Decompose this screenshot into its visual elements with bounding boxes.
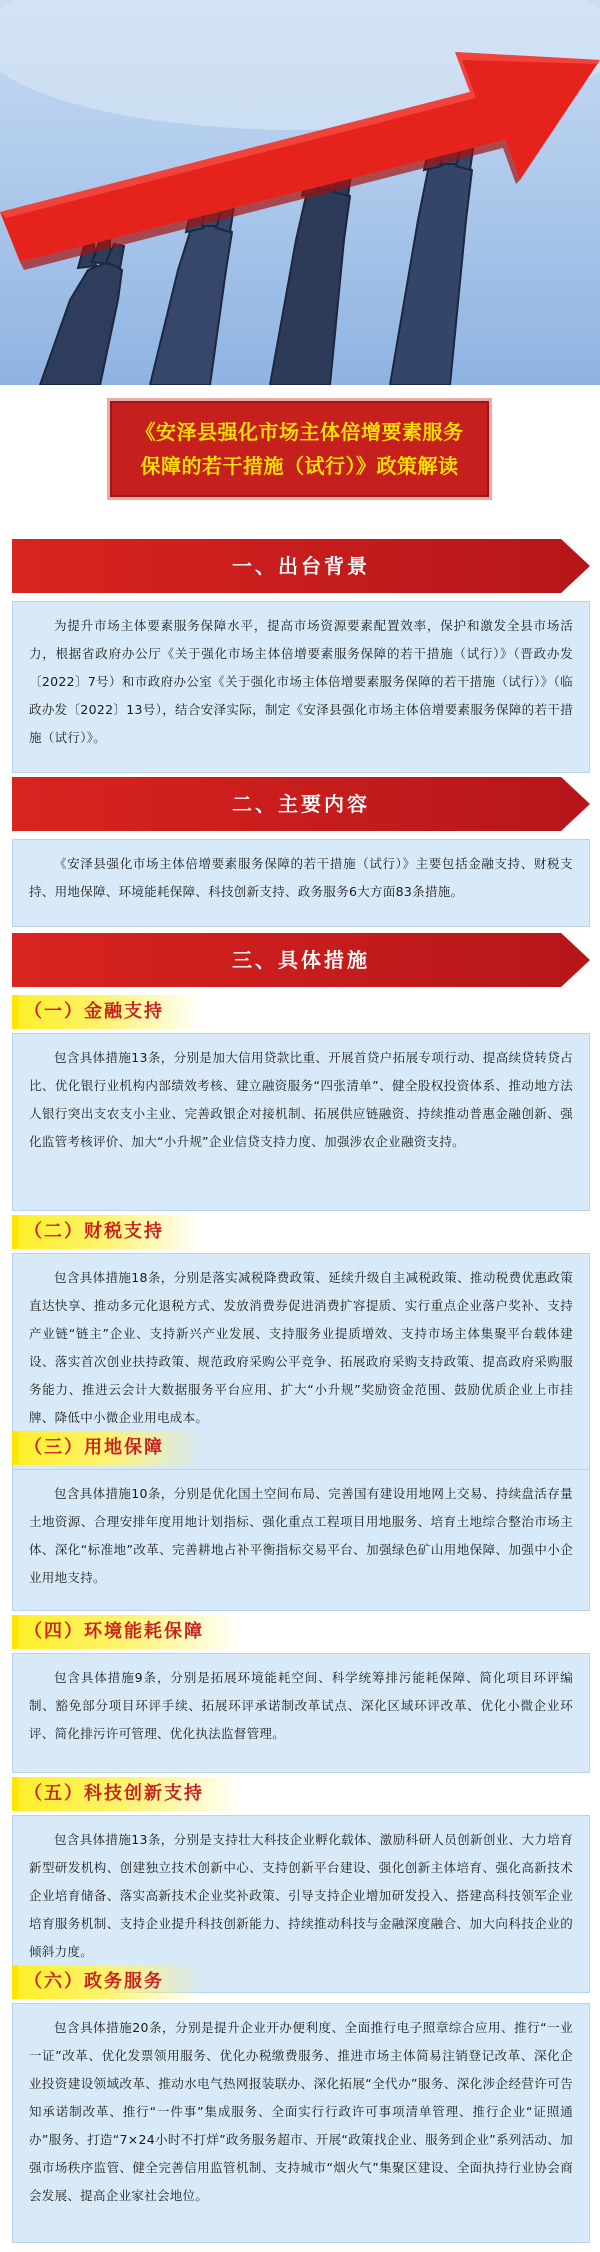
measure-paragraph: 包含具体措施20条，分别是提升企业开办便利度、全面推行电子照章综合应用、推行“一业一证”改革、优化发票领用服务、优化办税缴费服务、推进市场主体简易注销登记改革、深化企业投资建设领域改革、推动水电气热网报装联办、深化拓展“全代办”服务、深化涉企经营许可告知承诺制改革、推行“一件事”集成服务、全面实行行政许可事项清单管理、推行企业“证照通办”服务、打造“7×24小时不打烊”政务服务超市、开展“政策找企业、服务到企业”系列活动、加强市场秩序监管、健全完善信用监管机制、支持城市“烟火气”集聚区建设、全面执持行业协会商会发展、提高企业家社会地位。 [29, 2020, 573, 2203]
measure-paragraph: 包含具体措施9条，分别是拓展环境能耗空间、科学统筹排污能耗保障、简化项目环评编制、豁免部分项目环评手续、拓展环评承诺制改革试点、深化区域环评改革、优化小微企业环评、简化排污许可管理、优化执法监督管理。 [29, 1670, 573, 1741]
measure-panel-land [12, 1469, 590, 1611]
subheading-finance [12, 995, 202, 1029]
section-heading-background [12, 539, 590, 593]
title-line-2: 保障的若干措施（试行）》政策解读 [140, 454, 459, 478]
title-line-1: 《安泽县强化市场主体倍增要素服务 [135, 420, 464, 444]
measure-paragraph: 包含具体措施18条，分别是落实减税降费政策、延续升级自主减税政策、推动税费优惠政策直达快享、推动多元化退税方式、发放消费券促进消费扩容提质、实行重点企业落户奖补、支持产业链“链主”企业、支持新兴产业发展、支持服务业提质增效、支持市场主体集聚平台载体建设、落实首次创业扶持政策、规范政府采购公平竞争、拓展政府采购支持政策、提高政府采购服务能力、推进云会计大数据服务平台应用、扩大“小升规”奖励资金范围、鼓励优质企业上市挂牌、降低中小微企业用电成本。 [29, 1270, 573, 1425]
subheading-text: （一）金融支持 [24, 1001, 164, 1022]
header-banner [0, 0, 600, 385]
measure-paragraph: 包含具体措施10条，分别是优化国土空间布局、完善国有建设用地网上交易、持续盘活存量土地资源、合理安排年度用地计划指标、强化重点工程项目用地服务、培育土地综合整治市场主体、深化“标准地”改革、完善耕地占补平衡指标交易平台、加强绿色矿山用地保障、加强中小企业用地支持。 [29, 1486, 573, 1585]
subheading-tax [12, 1215, 202, 1249]
section-background-panel [12, 601, 590, 773]
subheading-government-service [12, 1965, 202, 1999]
measure-panel-government-service [12, 2003, 590, 2243]
subheading-technology [12, 1777, 242, 1811]
growth-arrow-with-raised-hands [0, 0, 600, 385]
page-title [107, 398, 492, 500]
section-title: 二、主要内容 [232, 792, 370, 816]
measure-paragraph: 包含具体措施13条，分别是支持壮大科技企业孵化载体、激励科研人员创新创业、大力培育新型研发机构、创建独立技术创新中心、支持创新平台建设、强化创新主体培育、强化高新技术企业培育储备、落实高新技术企业奖补政策、引导支持企业增加研发投入、搭建高科技领军企业培育服务机制、支持企业提升科技创新能力、持续推动科技与金融深度融合、加大向科技企业的倾斜力度。 [29, 1832, 573, 1959]
measure-panel-finance [12, 1033, 590, 1211]
subheading-environment [12, 1615, 242, 1649]
subheading-text: （四）环境能耗保障 [24, 1621, 204, 1642]
measure-paragraph: 包含具体措施13条，分别是加大信用贷款比重、开展首贷户拓展专项行动、提高续贷转贷占比、优化银行业机构内部绩效考核、建立融资服务“四张清单”、健全股权投资体系、推动地方法人银行突出支农支小主业、完善政银企对接机制、拓展供应链融资、持续推动普惠金融创新、强化监管考核评价、加大“小升规”企业信贷支持力度、加强涉农企业融资支持。 [29, 1050, 573, 1149]
section-paragraph: 《安泽县强化市场主体倍增要素服务保障的若干措施（试行）》主要包括金融支持、财税支持、用地保障、环境能耗保障、科技创新支持、政务服务6大方面83条措施。 [29, 856, 573, 899]
section-title: 一、出台背景 [232, 554, 370, 578]
section-heading-main-content [12, 777, 590, 831]
section-main-content-panel [12, 839, 590, 927]
subheading-text: （六）政务服务 [24, 1971, 164, 1992]
subheading-text: （三）用地保障 [24, 1437, 164, 1458]
subheading-land [12, 1431, 202, 1465]
subheading-text: （五）科技创新支持 [24, 1783, 204, 1804]
title-area [0, 385, 600, 515]
section-heading-measures [12, 933, 590, 987]
measure-panel-environment [12, 1653, 590, 1773]
section-paragraph: 为提升市场主体要素服务保障水平，提高市场资源要素配置效率，保护和激发全县市场活力，根据省政府办公厅《关于强化市场主体倍增要素服务保障的若干措施（试行）》（晋政办发〔2022〕7号）和市政府办公室《关于强化市场主体倍增要素服务保障的若干措施（试行）》（临政办发〔2022〕13号），结合安泽实际，制定《安泽县强化市场主体倍增要素服务保障的若干措施（试行）》。 [29, 618, 573, 745]
subheading-text: （二）财税支持 [24, 1221, 164, 1242]
article-body [0, 515, 600, 2252]
section-title: 三、具体措施 [232, 948, 370, 972]
